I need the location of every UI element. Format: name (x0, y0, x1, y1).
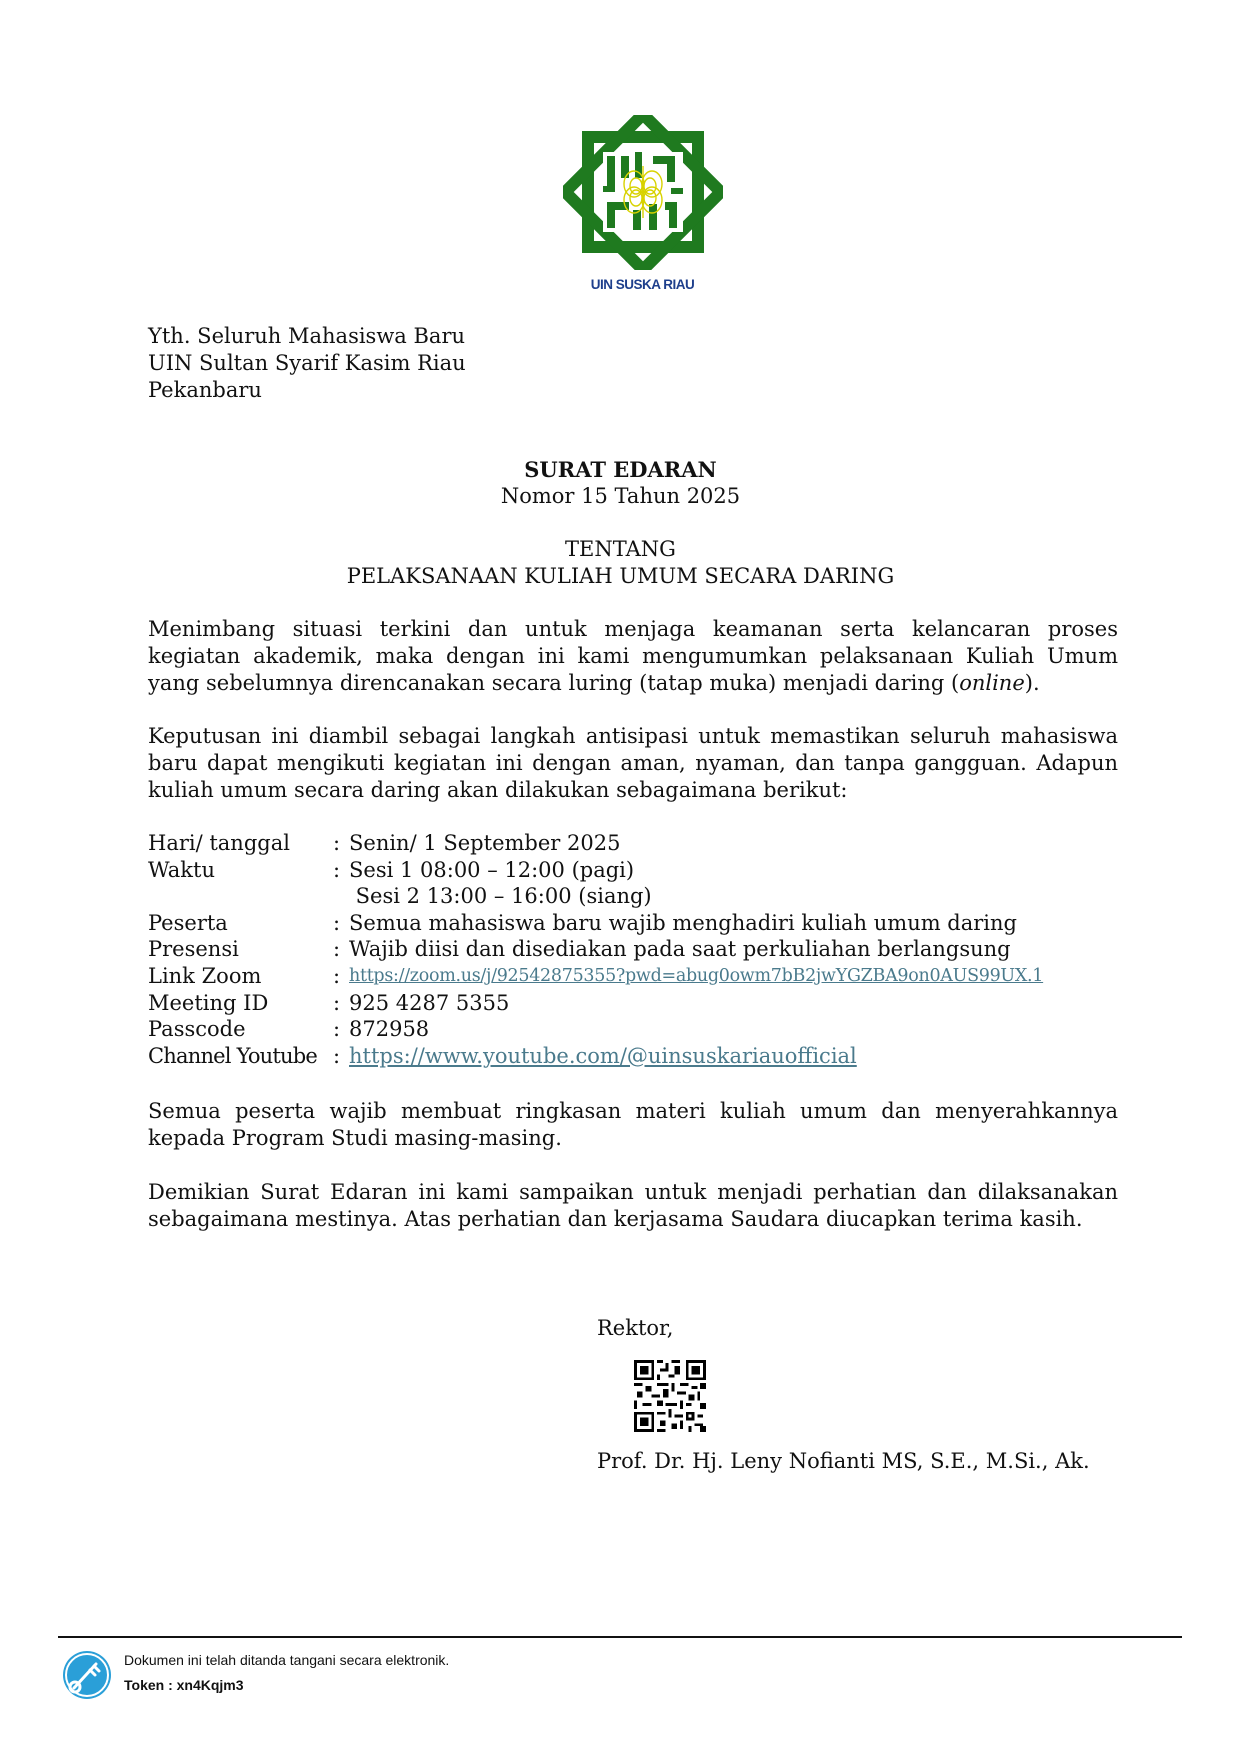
detail-label: Link Zoom (148, 963, 262, 988)
addressee-line: UIN Sultan Syarif Kasim Riau (148, 351, 466, 375)
paragraph-1-italic: online (959, 671, 1025, 695)
detail-separator: : (333, 963, 341, 988)
detail-row-attendance (148, 936, 1043, 963)
details-table (148, 830, 1043, 1069)
addressee-line: Yth. Seluruh Mahasiswa Baru (148, 324, 466, 348)
detail-label (148, 883, 333, 910)
addressee-line: Pekanbaru (148, 378, 262, 402)
detail-label: Channel Youtube (148, 1043, 318, 1068)
detail-separator-blank (333, 883, 349, 910)
paragraph-4: Demikian Surat Edaran ini kami sampaikan untuk menjadi perhatian dan dilaksanakan sebagaimana mestinya. Atas perhatian dan kerjasama Saudara diucapkan terima kasih. (148, 1180, 1118, 1231)
paragraph-3: Semua peserta wajib membuat ringkasan materi kuliah umum dan menyerahkannya kepada Program Studi masing-masing. (148, 1099, 1118, 1150)
detail-separator: : (333, 990, 341, 1015)
detail-separator: : (333, 910, 341, 935)
zoom-link[interactable]: https://zoom.us/j/92542875355?pwd=abug0owm7bB2jwYGZBA9on0AUS99UX.1 (349, 965, 1044, 986)
logo-text: UIN SUSKA RIAU (590, 277, 695, 292)
esign-notice: Dokumen ini telah ditanda tangani secara elektronik. (124, 1652, 450, 1668)
detail-separator: : (333, 831, 341, 855)
detail-row-meeting-id (148, 990, 1043, 1017)
signatory-name: Prof. Dr. Hj. Leny Nofianti MS, S.E., M.Si., Ak. (597, 1449, 1090, 1473)
detail-row-participants (148, 910, 1043, 937)
about-label: TENTANG (565, 537, 676, 561)
detail-value: Sesi 2 13:00 – 16:00 (siang) (349, 884, 652, 909)
document-heading: SURAT EDARAN (524, 457, 717, 482)
university-logo (560, 115, 725, 295)
detail-value: Sesi 1 08:00 – 12:00 (pagi) (349, 857, 635, 882)
document-subject: PELAKSANAAN KULIAH UMUM SECARA DARING (346, 564, 895, 588)
detail-value: Wajib diisi dan disediakan pada saat perkuliahan berlangsung (349, 937, 1011, 962)
signatory-title: Rektor, (597, 1316, 674, 1340)
detail-row-time (148, 857, 1043, 884)
paragraph-1 (148, 616, 1118, 697)
paragraph-2: Keputusan ini diambil sebagai langkah antisipasi untuk memastikan seluruh mahasiswa baru dapat mengikuti kegiatan ini dengan aman, nyaman, dan tanpa gangguan. Adapun kuliah umum secara daring akan dilakukan sebagaimana berikut: (148, 724, 1118, 802)
detail-row-youtube (148, 1043, 1043, 1070)
detail-separator: : (333, 1017, 341, 1042)
esign-token: Token : xn4Kqjm3 (124, 1677, 244, 1693)
detail-label: Waktu (148, 857, 215, 882)
paragraph-1-end: ). (1024, 671, 1040, 695)
detail-value: 872958 (349, 1017, 430, 1042)
footer-divider (58, 1636, 1182, 1638)
detail-row-zoom-link (148, 963, 1043, 990)
detail-label: Presensi (148, 937, 239, 962)
detail-label: Peserta (148, 910, 228, 935)
detail-value: Semua mahasiswa baru wajib menghadiri kuliah umum daring (349, 910, 1017, 935)
detail-separator: : (333, 857, 341, 882)
document-number: Nomor 15 Tahun 2025 (500, 484, 741, 508)
detail-label: Passcode (148, 1017, 246, 1042)
detail-separator: : (333, 1043, 341, 1068)
qr-code-icon (634, 1360, 706, 1432)
detail-label: Hari/ tanggal (148, 831, 290, 855)
detail-row-date (148, 830, 1043, 857)
detail-separator: : (333, 937, 341, 962)
youtube-channel-link[interactable]: https://www.youtube.com/@uinsuskariauofficial (349, 1043, 857, 1068)
e-signature-key-icon (62, 1650, 112, 1700)
uin-suska-riau-emblem-icon (563, 115, 723, 270)
detail-row-time-session-2 (148, 883, 1043, 910)
detail-label: Meeting ID (148, 990, 269, 1015)
detail-value: 925 4287 5355 (349, 990, 510, 1015)
detail-value: Senin/ 1 September 2025 (349, 831, 621, 855)
detail-row-passcode (148, 1016, 1043, 1043)
addressee-block (148, 323, 466, 404)
paragraph-1-text: Menimbang situasi terkini dan untuk menjaga keamanan serta kelancaran proses kegiatan akademik, maka dengan ini kami mengumumkan pelaksanaan Kuliah Umum yang sebelumnya direncanakan secara luring (tatap muka) menjadi daring ( (148, 617, 1118, 695)
